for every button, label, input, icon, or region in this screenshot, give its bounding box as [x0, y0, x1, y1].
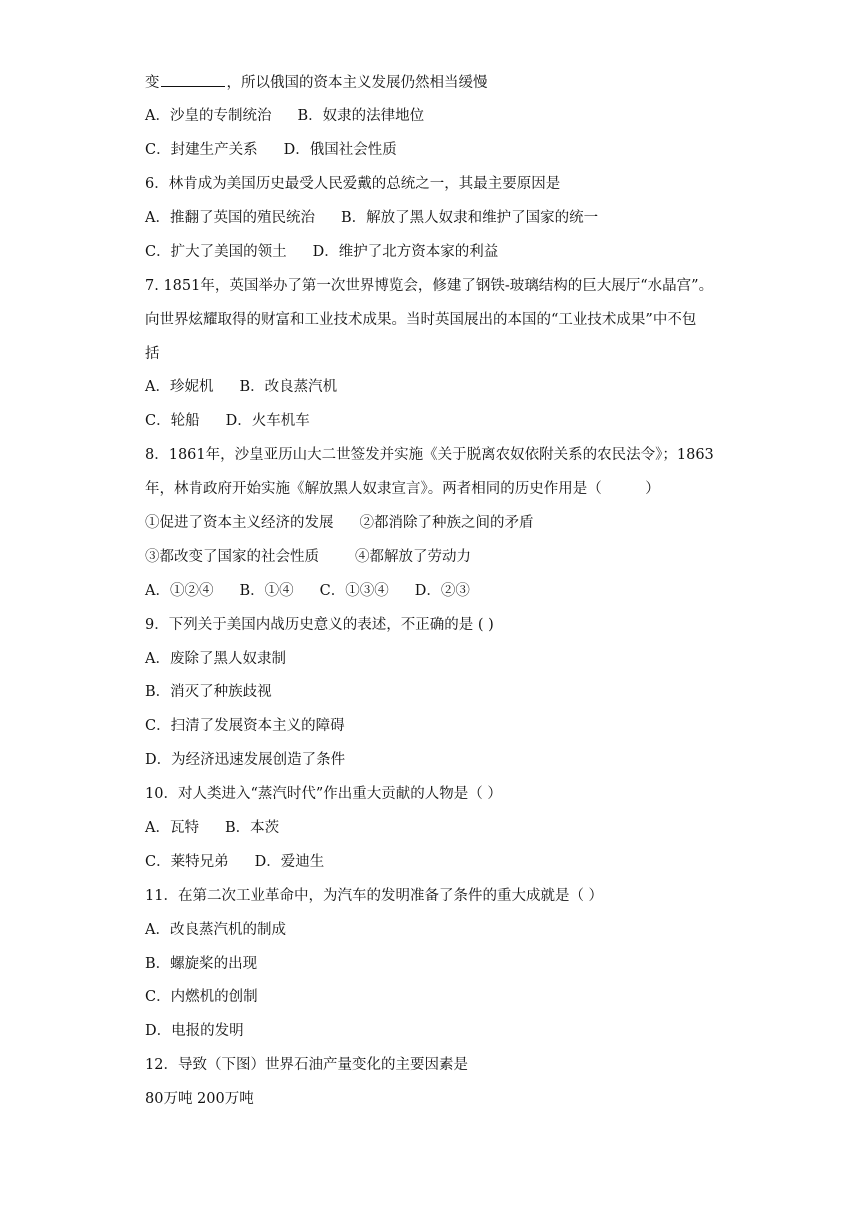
q5-options-row-1 [145, 106, 424, 126]
q5-option-d: D．俄国社会性质 [283, 142, 397, 158]
q8-option-b: B．①④ [239, 583, 294, 599]
q8-options-row [145, 581, 470, 601]
q9-option-b: B．消灭了种族歧视 [145, 684, 272, 700]
q11-option-b: B．螺旋桨的出现 [145, 956, 258, 972]
q5-option-c: C．封建生产关系 [145, 142, 258, 158]
q8-item-3: ③都改变了国家的社会性质 [145, 549, 319, 565]
q6-stem: 6．林肯成为美国历史最受人民爱戴的总统之一，其最主要原因是 [145, 176, 561, 192]
q9-option-a: A．废除了黑人奴隶制 [145, 651, 286, 667]
q6-option-d: D．维护了北方资本家的利益 [312, 244, 499, 260]
q8-stem-line-2: 年，林肯政府开始实施《解放黑人奴隶宣言》。两者相同的历史作用是（ ） [145, 481, 660, 497]
q5-stem-prefix: 变 [145, 75, 160, 91]
q5-options-row-2 [145, 140, 397, 160]
q12-figure-text: 80万吨 200万吨 [145, 1091, 254, 1107]
q11-option-a: A．改良蒸汽机的制成 [145, 922, 286, 938]
q8-stem-line-1: 8．1861年，沙皇亚历山大二世签发并实施《关于脱离农奴依附关系的农民法令》；1863 [145, 447, 714, 463]
q6-options-row-1 [145, 208, 598, 228]
q9-stem: 9．下列关于美国内战历史意义的表述，不正确的是 ( ) [145, 617, 494, 633]
q10-options-row-2 [145, 852, 324, 872]
q7-options-row-2 [145, 411, 310, 431]
q6-options-row-2 [145, 242, 498, 262]
q9-option-c: C．扫清了发展资本主义的障碍 [145, 718, 345, 734]
q5-stem-line [145, 72, 488, 93]
q5-stem-suffix: ，所以俄国的资本主义发展仍然相当缓慢 [226, 75, 488, 91]
q7-option-b: B．改良蒸汽机 [239, 379, 338, 395]
q10-option-b: B．本茨 [224, 820, 280, 836]
q7-options-row-1 [145, 377, 337, 397]
q10-options-row-1 [145, 818, 279, 838]
q7-option-c: C．轮船 [145, 413, 200, 429]
q7-option-a: A．珍妮机 [145, 379, 214, 395]
q10-option-a: A．瓦特 [145, 820, 199, 836]
q8-item-4: ④都解放了劳动力 [355, 549, 471, 565]
q8-option-c: C．①③④ [319, 583, 389, 599]
q5-option-a: A．沙皇的专制统治 [145, 108, 272, 124]
q12-stem: 12．导致（下图）世界石油产量变化的主要因素是 [145, 1057, 468, 1073]
q7-stem-line-3: 括 [145, 346, 160, 362]
q5-option-b: B．奴隶的法律地位 [297, 108, 425, 124]
q9-option-d: D．为经济迅速发展创造了条件 [145, 752, 346, 768]
q6-option-c: C．扩大了美国的领土 [145, 244, 287, 260]
q10-option-d: D．爱迪生 [254, 854, 325, 870]
q8-option-a: A．①②④ [145, 583, 214, 599]
q11-stem: 11．在第二次工业革命中，为汽车的发明准备了条件的重大成就是（ ） [145, 888, 604, 904]
q6-option-b: B．解放了黑人奴隶和维护了国家的统一 [340, 210, 599, 226]
q8-items-row-1 [145, 513, 534, 533]
q8-option-d: D．②③ [414, 583, 470, 599]
q10-option-c: C．莱特兄弟 [145, 854, 229, 870]
q8-item-1: ①促进了资本主义经济的发展 [145, 515, 334, 531]
q7-option-d: D．火车机车 [225, 413, 310, 429]
q7-stem-line-2: 向世界炫耀取得的财富和工业技术成果。当时英国展出的本国的“工业技术成果”中不包 [145, 312, 697, 328]
q8-items-row-2 [145, 547, 471, 567]
q10-stem: 10．对人类进入“蒸汽时代”作出重大贡献的人物是（ ） [145, 786, 502, 802]
q6-option-a: A．推翻了英国的殖民统治 [145, 210, 315, 226]
q11-option-c: C．内燃机的创制 [145, 989, 258, 1005]
q8-item-2: ②都消除了种族之间的矛盾 [359, 515, 534, 531]
q7-stem-line-1: 7. 1851年，英国举办了第一次世界博览会，修建了钢铁-玻璃结构的巨大展厅“水晶宫”。 [145, 278, 714, 294]
q11-option-d: D．电报的发明 [145, 1023, 244, 1039]
answer-blank [161, 72, 225, 87]
